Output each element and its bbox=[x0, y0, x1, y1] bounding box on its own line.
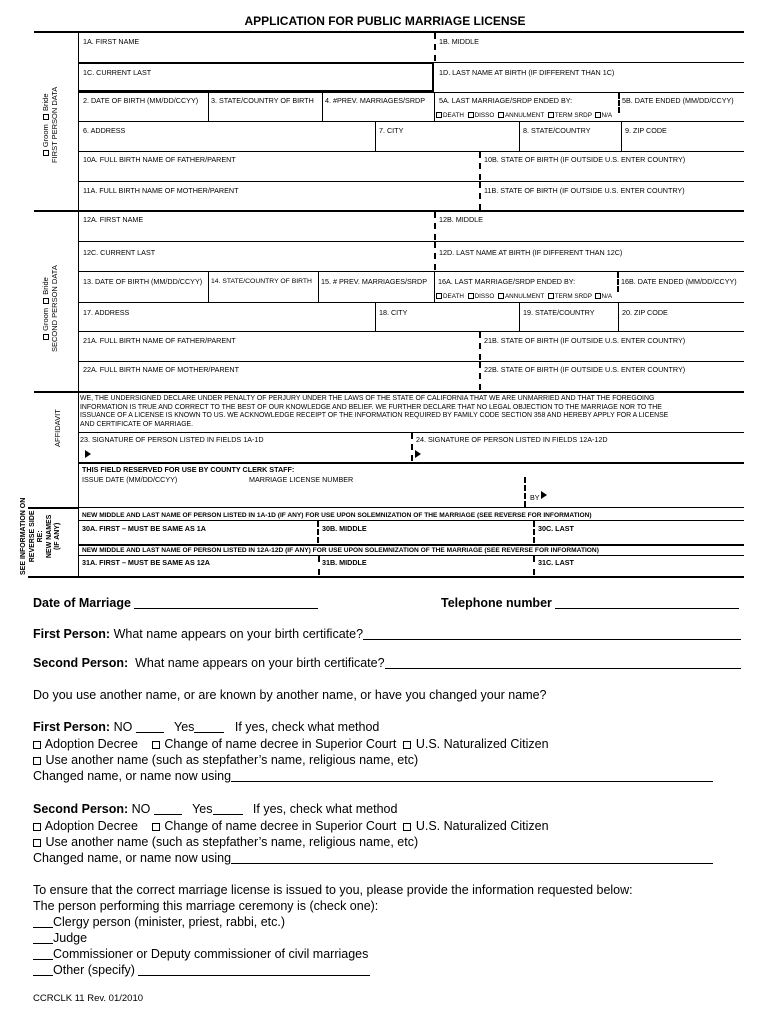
field-13[interactable]: 13. DATE OF BIRTH (MM/DD/CCYY) bbox=[83, 277, 203, 286]
field-24[interactable]: 24. SIGNATURE OF PERSON LISTED IN FIELDS 12A-12D bbox=[416, 435, 608, 444]
option-commissioner[interactable]: Commissioner or Deputy commissioner of civil marriages bbox=[33, 947, 368, 962]
field-3[interactable]: 3. STATE/COUNTRY OF BIRTH bbox=[211, 96, 314, 105]
field-1d[interactable]: 1D. LAST NAME AT BIRTH (IF DIFFERENT THAN 1C) bbox=[439, 68, 615, 77]
field-10a[interactable]: 10A. FULL BIRTH NAME OF FATHER/PARENT bbox=[83, 155, 236, 164]
field-15[interactable]: 15. # PREV. MARRIAGES/SRDP bbox=[321, 277, 427, 286]
first-person-another-name[interactable]: First Person: NO Yes If yes, check what method bbox=[33, 720, 380, 734]
field-12b[interactable]: 12B. MIDDLE bbox=[439, 215, 483, 224]
field-1b[interactable]: 1B. MIDDLE bbox=[439, 37, 479, 46]
field-5a[interactable]: 5A. LAST MARRIAGE/SRDP ENDED BY: bbox=[439, 96, 573, 105]
clerk-reserved-label: THIS FIELD RESERVED FOR USE BY COUNTY CLERK STAFF: bbox=[82, 465, 295, 474]
field-11b[interactable]: 11B. STATE OF BIRTH (IF OUTSIDE U.S. ENTER COUNTRY) bbox=[484, 186, 685, 195]
form-title: APPLICATION FOR PUBLIC MARRIAGE LICENSE bbox=[244, 14, 526, 28]
by-arrow bbox=[541, 491, 547, 499]
field-22b[interactable]: 22B. STATE OF BIRTH (IF OUTSIDE U.S. ENTER COUNTRY) bbox=[484, 365, 686, 374]
affidavit-text: WE, THE UNDERSIGNED DECLARE UNDER PENALTY OF PERJURY UNDER THE LAWS OF THE STATE OF CALIFORNIA THAT WE ARE UNMARRIED AND THAT THE FOREGOING INFORMATION IS TRUE AND CORRECT TO THE BEST OF OUR KNOWLEDGE AND BELIEF. WE FURTHER DECLARE THAT NO LEGAL OBJECTION TO THE MARRIAGE NOR TO THE ISSUANCE OF A LICENSE IS KNOWN TO US. WE ACKNOWLEDGE RECEIPT OF THE INFORMATION REQUIRED BY FAMILY CODE SECTION 358 AND HEREBY APPLY FOR A LICENSE AND CERTIFICATE OF MARRIAGE. bbox=[80, 395, 669, 428]
field-30a[interactable]: 30A. FIRST – MUST BE SAME AS 1A bbox=[82, 524, 206, 533]
field-30c[interactable]: 30C. LAST bbox=[538, 524, 574, 533]
issue-date-field[interactable]: ISSUE DATE (MM/DD/CCYY) bbox=[82, 475, 178, 484]
first-person-changed-name[interactable]: Changed name, or name now using bbox=[33, 769, 713, 784]
field-18[interactable]: 18. CITY bbox=[379, 308, 408, 317]
field-6[interactable]: 6. ADDRESS bbox=[83, 126, 126, 135]
new-names-header-2: NEW MIDDLE AND LAST NAME OF PERSON LISTED IN 12A-12D (IF ANY) FOR USE UPON SOLEMNIZATION OF THE MARRIAGE (SEE REVERSE FOR INFORMATION) bbox=[82, 547, 599, 554]
first-person-methods[interactable]: Adoption Decree Change of name decree in Superior Court U.S. Naturalized Citizen bbox=[33, 737, 549, 752]
second-person-use-another[interactable]: Use another name (such as stepfather’s name, religious name, etc) bbox=[33, 835, 418, 850]
field-1a[interactable]: 1A. FIRST NAME bbox=[83, 37, 140, 46]
field-21b[interactable]: 21B. STATE OF BIRTH (IF OUTSIDE U.S. ENTER COUNTRY) bbox=[484, 336, 686, 345]
ended-by-options-2[interactable]: DEATH DISSO ANNULMENT TERM SRDP N/A bbox=[436, 292, 612, 301]
field-23[interactable]: 23. SIGNATURE OF PERSON LISTED IN FIELDS 1A-1D bbox=[80, 435, 264, 444]
signature-arrow-2 bbox=[415, 450, 421, 458]
field-22a[interactable]: 22A. FULL BIRTH NAME OF MOTHER/PARENT bbox=[83, 365, 240, 374]
field-4[interactable]: 4. #PREV. MARRIAGES/SRDP bbox=[325, 96, 425, 105]
field-5b[interactable]: 5B. DATE ENDED (MM/DD/CCYY) bbox=[622, 96, 734, 105]
field-19[interactable]: 19. STATE/COUNTRY bbox=[523, 308, 595, 317]
another-name-question: Do you use another name, or are known by another name, or have you changed your name? bbox=[33, 688, 547, 702]
field-12a[interactable]: 12A. FIRST NAME bbox=[83, 215, 144, 224]
field-30b[interactable]: 30B. MIDDLE bbox=[322, 524, 367, 533]
field-8[interactable]: 8. STATE/COUNTRY bbox=[523, 126, 591, 135]
by-field[interactable]: BY bbox=[530, 493, 540, 502]
field-21a[interactable]: 21A. FULL BIRTH NAME OF FATHER/PARENT bbox=[83, 336, 236, 345]
field-7[interactable]: 7. CITY bbox=[379, 126, 404, 135]
date-of-marriage-field[interactable]: Date of Marriage bbox=[33, 596, 318, 611]
field-10b[interactable]: 10B. STATE OF BIRTH (IF OUTSIDE U.S. ENTER COUNTRY) bbox=[484, 155, 686, 164]
signature-arrow-1 bbox=[85, 450, 91, 458]
field-12c[interactable]: 12C. CURRENT LAST bbox=[83, 248, 156, 257]
option-clergy[interactable]: Clergy person (minister, priest, rabbi, etc.) bbox=[33, 915, 285, 930]
form-footer: CCRCLK 11 Rev. 01/2010 bbox=[33, 993, 144, 1004]
ensure-text: To ensure that the correct marriage license is issued to you, please provide the information requested below: bbox=[33, 883, 633, 897]
field-20[interactable]: 20. ZIP CODE bbox=[622, 308, 668, 317]
first-person-side-label: Groom Bride FIRST PERSON DATA bbox=[41, 86, 59, 163]
field-16b[interactable]: 16B. DATE ENDED (MM/DD/CCYY) bbox=[621, 277, 737, 286]
license-number-field[interactable]: MARRIAGE LICENSE NUMBER bbox=[249, 475, 354, 484]
new-names-side-label: SEE INFORMATION ON REVERSE SIDE RE: NEW NAMES (IF ANY) bbox=[20, 497, 61, 575]
field-9[interactable]: 9. ZIP CODE bbox=[625, 126, 667, 135]
ended-by-options-1[interactable]: DEATH DISSO ANNULMENT TERM SRDP N/A bbox=[436, 111, 612, 120]
second-person-another-name[interactable]: Second Person: NO Yes If yes, check what method bbox=[33, 802, 398, 816]
field-31a[interactable]: 31A. FIRST – MUST BE SAME AS 12A bbox=[82, 558, 210, 567]
first-person-birth-name[interactable]: First Person: What name appears on your birth certificate? bbox=[33, 627, 741, 642]
field-1c[interactable]: 1C. CURRENT LAST bbox=[83, 68, 152, 77]
field-12d[interactable]: 12D. LAST NAME AT BIRTH (IF DIFFERENT THAN 12C) bbox=[439, 248, 623, 257]
field-31c[interactable]: 31C. LAST bbox=[538, 558, 574, 567]
field-2[interactable]: 2. DATE OF BIRTH (MM/DD/CCYY) bbox=[83, 96, 199, 105]
second-person-side-label: Groom Bride SECOND PERSON DATA bbox=[41, 265, 59, 352]
new-names-header-1: NEW MIDDLE AND LAST NAME OF PERSON LISTED IN 1A-1D (IF ANY) FOR USE UPON SOLEMNIZATION OF THE MARRIAGE (SEE REVERSE FOR INFORMATION) bbox=[82, 512, 592, 519]
first-person-use-another[interactable]: Use another name (such as stepfather’s name, religious name, etc) bbox=[33, 753, 418, 768]
second-person-changed-name[interactable]: Changed name, or name now using bbox=[33, 851, 713, 866]
field-31b[interactable]: 31B. MIDDLE bbox=[322, 558, 367, 567]
field-11a[interactable]: 11A. FULL BIRTH NAME OF MOTHER/PARENT bbox=[83, 186, 239, 195]
field-16a[interactable]: 16A. LAST MARRIAGE/SRDP ENDED BY: bbox=[438, 277, 576, 286]
second-person-methods[interactable]: Adoption Decree Change of name decree in Superior Court U.S. Naturalized Citizen bbox=[33, 819, 549, 834]
affidavit-side-label: AFFIDAVIT bbox=[53, 409, 62, 447]
performer-text: The person performing this marriage ceremony is (check one): bbox=[33, 899, 379, 913]
field-17[interactable]: 17. ADDRESS bbox=[83, 308, 130, 317]
field-14[interactable]: 14. STATE/COUNTRY OF BIRTH bbox=[211, 278, 312, 285]
option-judge[interactable]: Judge bbox=[33, 931, 87, 946]
second-person-birth-name[interactable]: Second Person: What name appears on your birth certificate? bbox=[33, 656, 741, 671]
option-other[interactable]: Other (specify) bbox=[33, 963, 370, 978]
telephone-field[interactable]: Telephone number bbox=[441, 596, 739, 611]
